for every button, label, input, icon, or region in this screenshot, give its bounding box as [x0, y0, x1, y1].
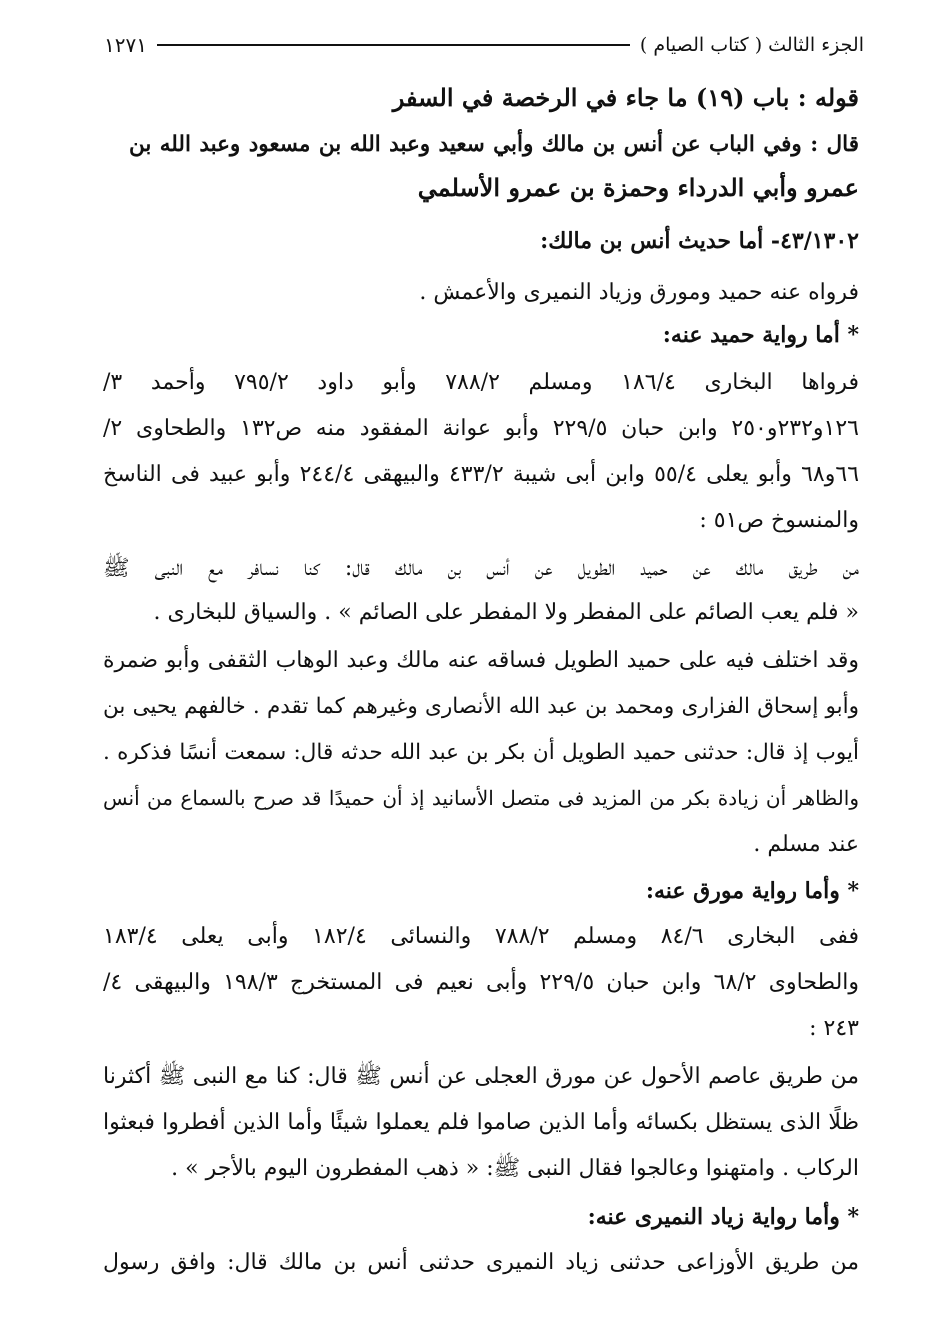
- text-line: الركاب . وامتهنوا وعالجوا فقال النبى ﷺ: « ذهب المفطرون اليوم بالأجر » .: [171, 1156, 859, 1181]
- text-line: والطحاوى ٦٨/٢ وابن حبان ٢٢٩/٥ وأبى نعيم فى المستخرج ١٩٨/٣ والبيهقى ٤/: [103, 970, 860, 995]
- text-line: من طريق عاصم الأحول عن مورق العجلى عن أنس ﷺ قال: كنا مع النبى ﷺ أكثرنا: [103, 1064, 859, 1089]
- text-line: ٦٦و٦٨ وأبو يعلى ٥٥/٤ وابن أبى شيبة ٤٣٣/٢ والبيهقى ٢٤٤/٤ وأبو عبيد فى الناسخ: [103, 462, 860, 487]
- text-line: ٢٤٣ :: [809, 1016, 859, 1041]
- text-line: أيوب إذ قال: حدثنى حميد الطويل أن بكر بن عبد الله حدثه قال: سمعت أنسًا فذكره .: [103, 740, 859, 765]
- text-line: ٤٣/١٣٠٢- أما حديث أنس بن مالك:: [540, 228, 859, 254]
- text-line: * وأما رواية مورق عنه:: [645, 878, 859, 904]
- text-line: * وأما رواية زياد النميرى عنه:: [587, 1204, 859, 1230]
- text-line: ظلًا الذى يستظل بكسائه وأما الذين صاموا فلم يعملوا شيئًا وأما الذين أفطروا فبعثوا: [103, 1110, 859, 1135]
- page-header: [104, 30, 864, 60]
- running-title: الجزء الثالث ( كتاب الصيام ): [639, 34, 864, 56]
- text-line: والظاهر أن زيادة بكر من المزيد فى متصل الأسانيد إذ أن حميدًا قد صرح بالسماع من أنس: [103, 786, 859, 810]
- text-line: من طريق الأوزاعى حدثنى زياد النميرى حدثنى أنس بن مالك قال: وافق رسول: [103, 1250, 859, 1275]
- text-line: فرواه عنه حميد ومورق وزياد النميرى والأعمش .: [419, 280, 859, 305]
- text-line: والمنسوخ ص٥١ :: [699, 508, 859, 533]
- text-line: فرواها البخارى ١٨٦/٤ ومسلم ٧٨٨/٢ وأبو داود ٧٩٥/٢ وأحمد ٣/: [103, 370, 859, 395]
- text-line: قوله : باب (١٩) ما جاء في الرخصة في السفر: [392, 83, 859, 112]
- text-line: « فلم يعب الصائم على المفطر ولا المفطر على الصائم » . والسياق للبخارى .: [153, 600, 859, 625]
- text-line: عمرو وأبي الدرداء وحمزة بن عمرو الأسلمي: [417, 173, 859, 202]
- text-line: ١٢٦و٢٣٢و٢٥٠ وابن حبان ٢٢٩/٥ وأبو عوانة المفقود منه ص١٣٢ والطحاوى ٢/: [103, 416, 859, 441]
- text-line: وأبو إسحاق الفزارى ومحمد بن عبد الله الأنصارى وغيرهم كما تقدم . خالفهم يحيى بن: [103, 694, 859, 719]
- text-line: قال : وفي الباب عن أنس بن مالك وأبي سعيد وعبد الله بن مسعود وعبد الله بن: [129, 132, 859, 157]
- text-line: عند مسلم .: [753, 832, 859, 857]
- page-number: ١٢٧١: [104, 33, 147, 57]
- text-line: * أما رواية حميد عنه:: [662, 322, 859, 348]
- text-line: من طريق مالك عن حميد الطويل عن أنس بن مالك قال: كنا نسافر مع النبى ﷺ: [103, 556, 859, 581]
- header-rule: [157, 44, 630, 46]
- text-line: وقد اختلف فيه على حميد الطويل فساقه عنه مالك وعبد الوهاب الثقفى وأبو ضمرة: [103, 648, 859, 673]
- text-line: ففى البخارى ٨٤/٦ ومسلم ٧٨٨/٢ والنسائى ١٨٢/٤ وأبى يعلى ١٨٣/٤: [103, 924, 860, 949]
